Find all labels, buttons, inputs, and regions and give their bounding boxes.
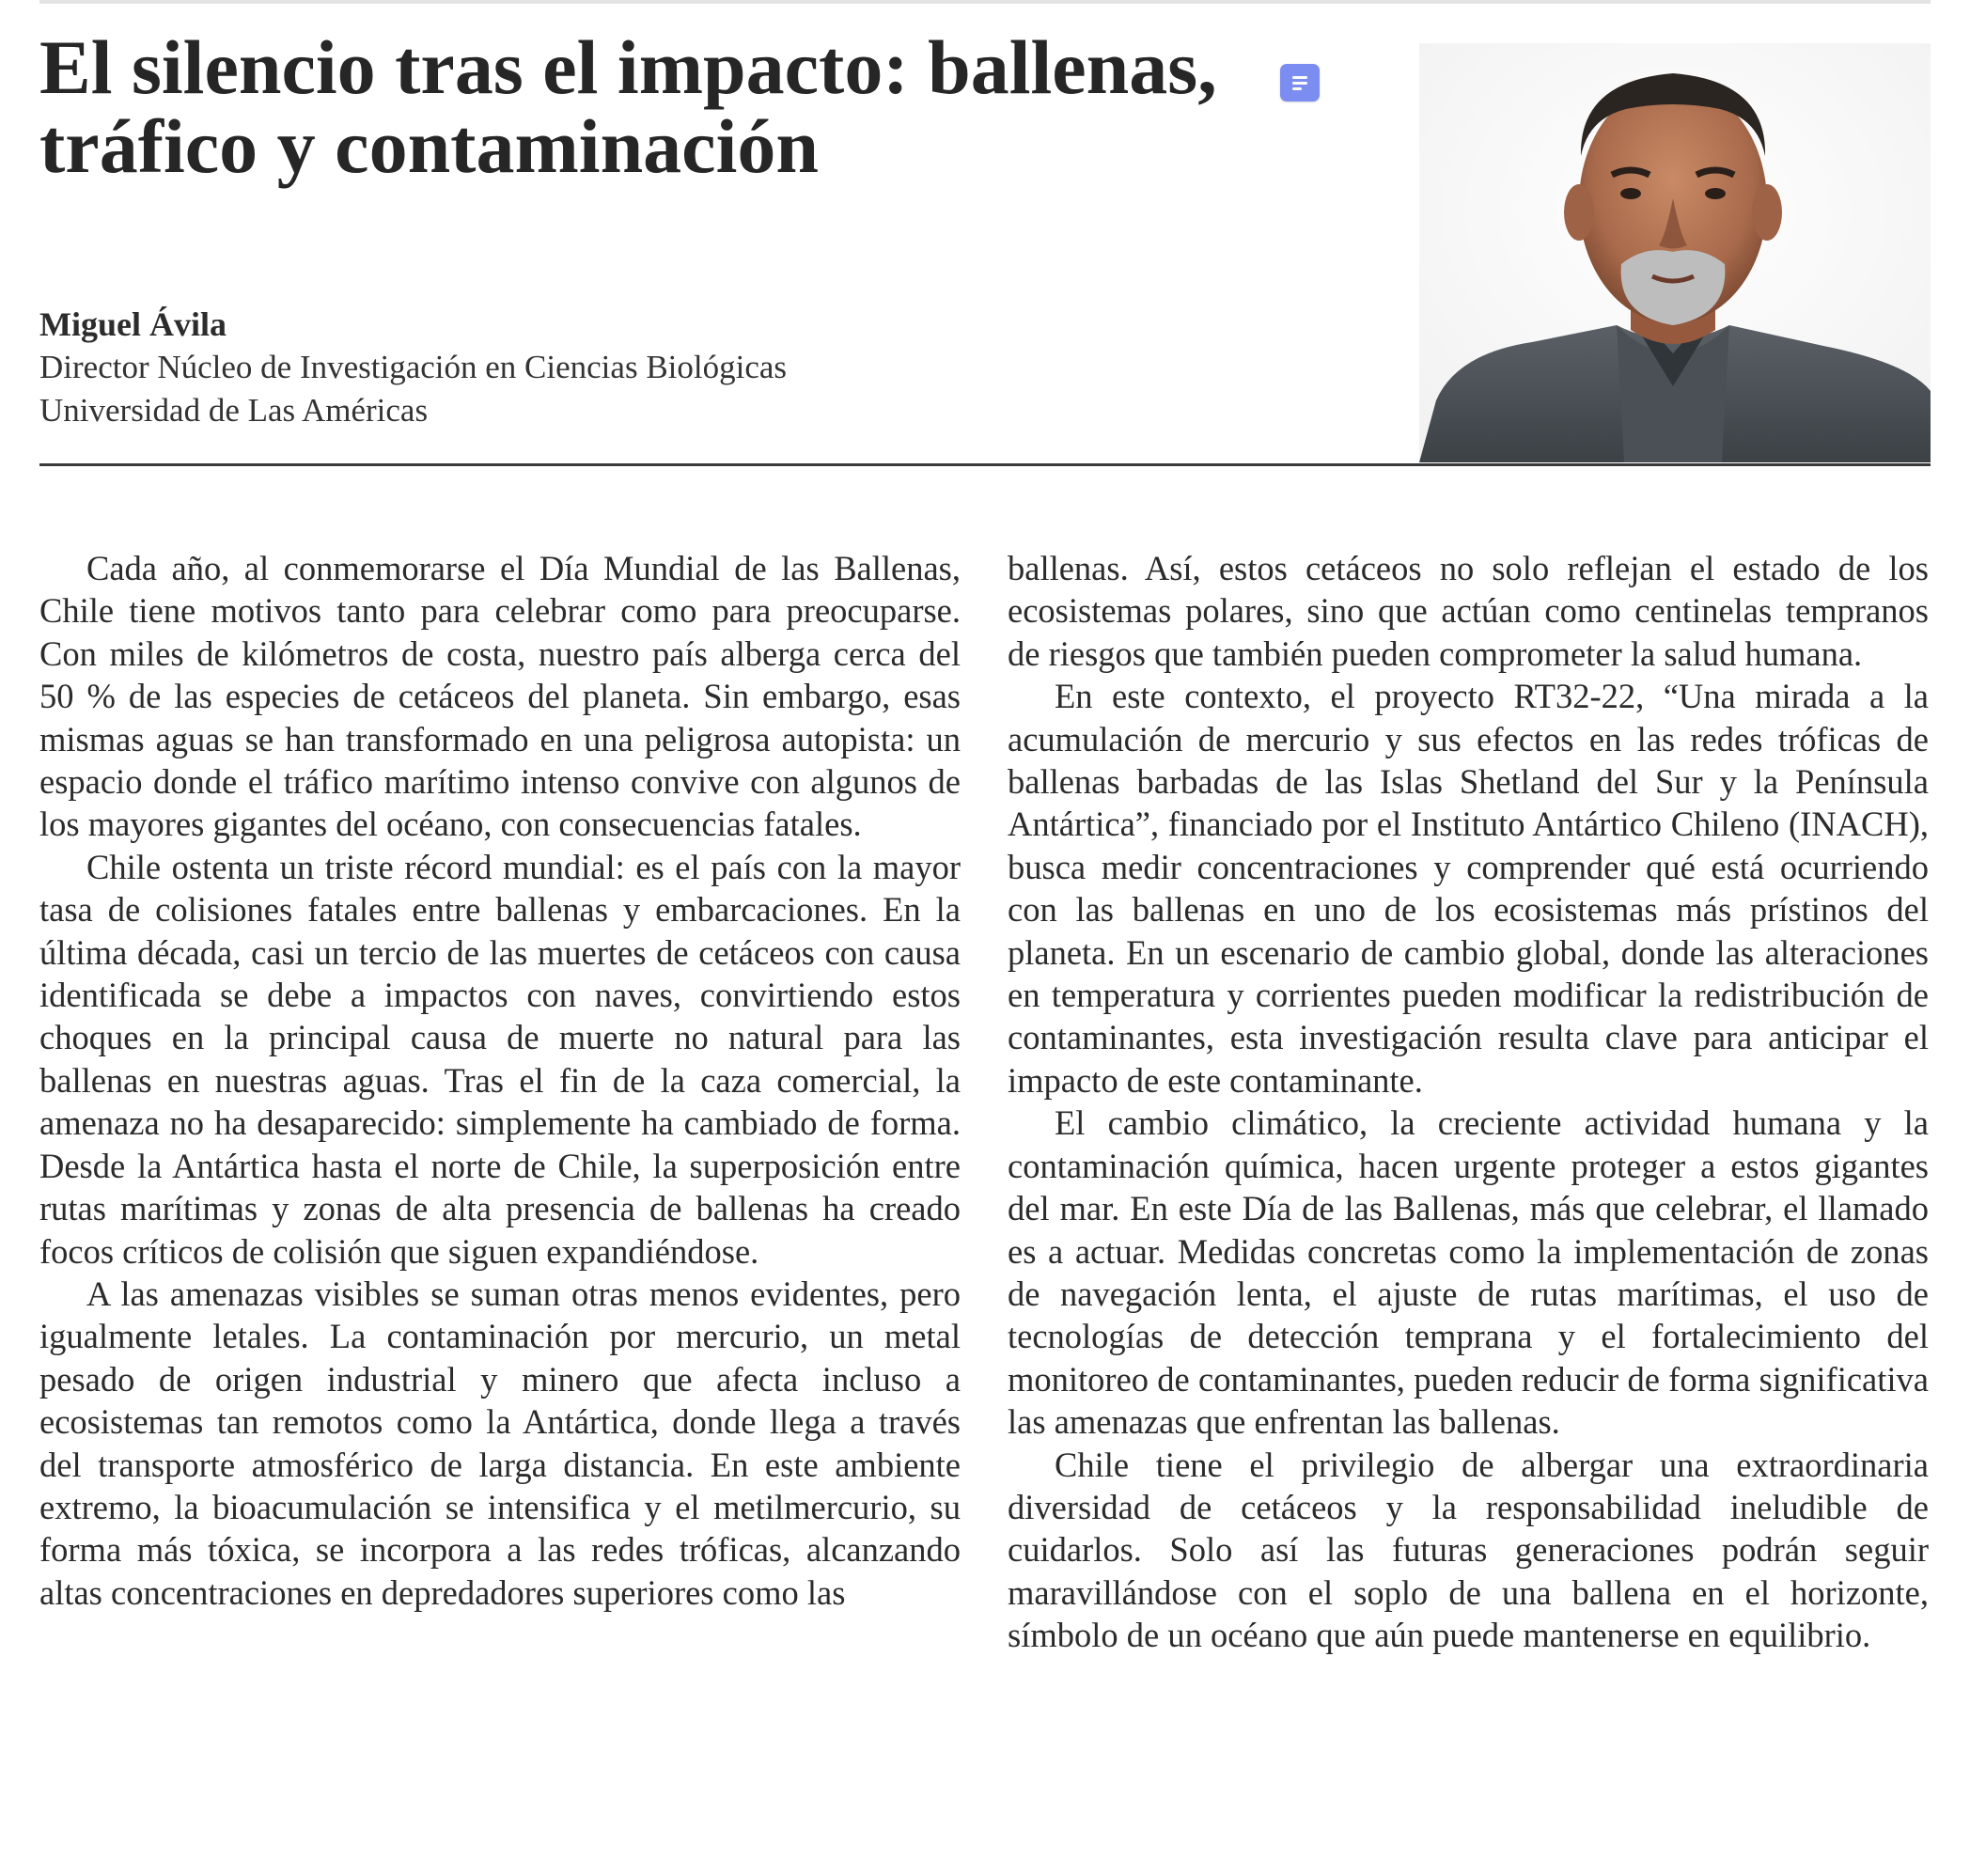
author-portrait	[1419, 43, 1931, 462]
paragraph: Chile tiene el privilegio de albergar una extraordinaria diversidad de cetáceos y la responsabilidad ineludible de cuidarlos. Solo así las futuras generaciones podrán seguir maravillándose con el soplo de una ballena en el horizonte, símbolo de un océano que aún puede mantenerse en equilibrio.	[1008, 1445, 1929, 1655]
title-line-1: El silencio tras el impacto: ballenas,	[39, 24, 1217, 110]
paragraph-continuation: ballenas. Así, estos cetáceos no solo reflejan el estado de los ecosistemas polares, sino que actúan como centinelas tempranos de riesgos que también pueden comprometer la salud humana.	[1008, 549, 1929, 673]
top-rule	[39, 0, 1931, 4]
article-column-left	[39, 547, 961, 1614]
comment-note-icon[interactable]	[1280, 64, 1320, 102]
author-role: Director Núcleo de Investigación en Ciencias Biológicas	[39, 349, 788, 385]
paragraph: A las amenazas visibles se suman otras menos evidentes, pero igualmente letales. La contaminación por mercurio, un metal pesado de origen industrial y minero que afecta incluso a ecosistemas tan remotos como la Antártica, donde llega a través del transporte atmosférico de larga distancia. En este ambiente extremo, la bioacumulación se intensifica y el metilmercurio, su forma más tóxica, se incorpora a las redes tróficas, alcanzando altas concentraciones en depredadores superiores como las	[39, 1274, 961, 1612]
author-portrait-svg	[1419, 43, 1931, 462]
header-divider	[39, 463, 1931, 466]
author-name: Miguel Ávila	[39, 305, 227, 343]
paragraph: En este contexto, el proyecto RT32-22, “Una mirada a la acumulación de mercurio y sus efectos en las redes tróficas de ballenas barbadas de las Islas Shetland del Sur y la Península Antártica”, financiado por el Instituto Antártico Chileno (INACH), busca medir concentraciones y comprender qué está ocurriendo con las ballenas en uno de los ecosistemas más prístinos del planeta. En un escenario de cambio global, donde las alteraciones en temperatura y corrientes pueden modificar la redistribución de contaminantes, esta investigación resulta clave para anticipar el impacto de este contaminante.	[1008, 677, 1929, 1100]
paragraph: Cada año, al conmemorarse el Día Mundial de las Ballenas, Chile tiene motivos tanto para celebrar como para preocuparse. Con miles de kilómetros de costa, nuestro país alberga cerca del 50 % de las especies de cetáceos del planeta. Sin embargo, esas mismas aguas se han transformado en una peligrosa autopista: un espacio donde el tráfico marítimo intenso convive con algunos de los mayores gigantes del océano, con consecuencias fatales.	[39, 549, 961, 844]
paragraph: Chile ostenta un triste récord mundial: es el país con la mayor tasa de colisiones fatales entre ballenas y embarcaciones. En la última década, casi un tercio de las muertes de cetáceos con causa identificada se debe a impactos con naves, convirtiendo estos choques en la principal causa de muerte no natural para las ballenas en nuestras aguas. Tras el fin de la caza comercial, la amenaza no ha desaparecido: simplemente ha cambiado de forma. Desde la Antártica hasta el norte de Chile, la superposición entre rutas marítimas y zonas de alta presencia de ballenas ha creado focos críticos de colisión que siguen expandiéndose.	[39, 847, 961, 1271]
author-block	[39, 303, 979, 432]
article-title	[39, 24, 1280, 189]
paragraph: El cambio climático, la creciente actividad humana y la contaminación química, hacen urgente proteger a estos gigantes del mar. En este Día de las Ballenas, más que celebrar, el llamado es a actuar. Medidas concretas como la implementación de zonas de navegación lenta, el ajuste de rutas marítimas, el uso de tecnologías de detección temprana y el fortalecimiento del monitoreo de contaminantes, pueden reducir de forma significativa las amenazas que enfrentan las ballenas.	[1008, 1103, 1929, 1442]
author-organization: Universidad de Las Américas	[39, 392, 429, 429]
title-line-2: tráfico y contaminación	[39, 103, 819, 189]
article-column-right	[1008, 547, 1929, 1657]
